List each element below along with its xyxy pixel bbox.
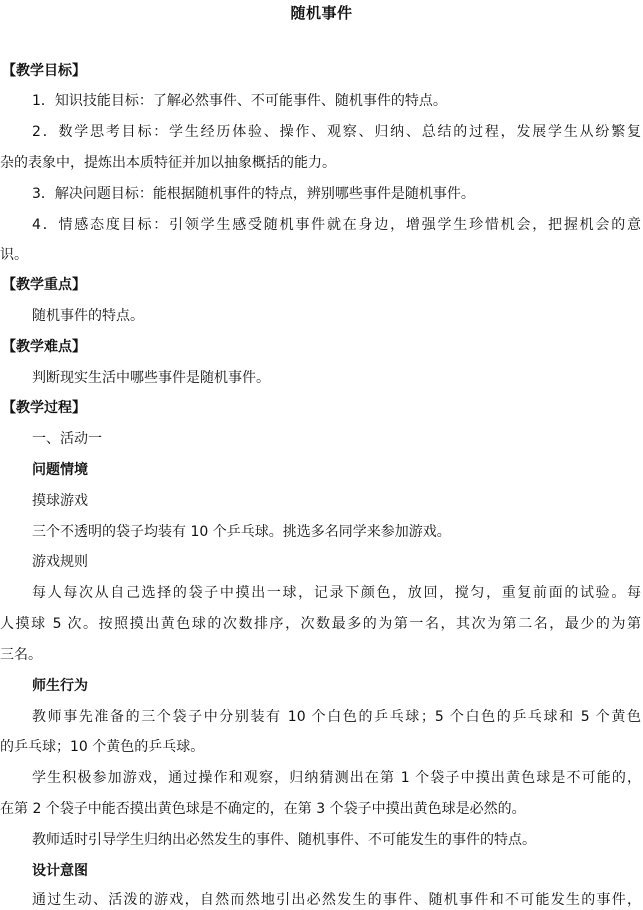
rules-line-1: 每人每次从自己选择的袋子中摸出一球，记录下颜色，放回，搅匀，重复前面的试验。每 xyxy=(32,585,641,601)
behavior-3: 教师适时引导学生归纳出必然发生的事件、随机事件、不可能发生的事件的特点。 xyxy=(32,832,536,848)
objective-4-line-2: 识。 xyxy=(0,247,28,263)
game-description: 三个不透明的袋子均装有 10 个乒乓球。挑选多名同学来参加游戏。 xyxy=(32,524,451,540)
document-title: 随机事件 xyxy=(290,4,353,22)
problem-situation-heading: 问题情境 xyxy=(32,462,88,478)
game-name: 摸球游戏 xyxy=(32,493,88,509)
design-heading: 设计意图 xyxy=(32,863,88,879)
objective-2-line-1: 2．数学思考目标：学生经历体验、操作、观察、归纳、总结的过程，发展学生从纷繁复 xyxy=(32,124,641,140)
key-point-text: 随机事件的特点。 xyxy=(32,308,144,324)
rules-line-3: 三名。 xyxy=(0,647,42,663)
rules-heading: 游戏规则 xyxy=(32,554,88,570)
objective-2-line-2: 杂的表象中，提炼出本质特征并加以抽象概括的能力。 xyxy=(0,155,336,171)
behavior-1-line-2: 的乒乓球；10 个黄色的乒乓球。 xyxy=(0,739,205,755)
behavior-2-line-2: 在第 2 个袋子中能否摸出黄色球是不确定的，在第 3 个袋子中摸出黄色球是必然的。 xyxy=(0,801,526,817)
design-line-1: 通过生动、活泼的游戏，自然而然地引出必然发生的事件、随机事件和不可能发生的事件， xyxy=(32,892,641,908)
process-heading: 【教学过程】 xyxy=(2,400,86,416)
objective-1: 1．知识技能目标：了解必然事件、不可能事件、随机事件的特点。 xyxy=(32,93,447,109)
behavior-2-line-1: 学生积极参加游戏，通过操作和观察，归纳猜测出在第 1 个袋子中摸出黄色球是不可能的， xyxy=(32,770,641,786)
key-point-heading: 【教学重点】 xyxy=(2,277,86,293)
behavior-1-line-1: 教师事先准备的三个袋子中分别装有 10 个白色的乒乓球；5 个白色的乒乓球和 5 个黄色 xyxy=(32,709,641,725)
rules-line-2: 人摸球 5 次。按照摸出黄色球的次数排序，次数最多的为第一名，其次为第二名，最少的为第 xyxy=(0,616,641,632)
difficulty-text: 判断现实生活中哪些事件是随机事件。 xyxy=(32,370,270,386)
difficulty-heading: 【教学难点】 xyxy=(2,339,86,355)
behavior-heading: 师生行为 xyxy=(32,678,88,694)
objective-3: 3．解决问题目标：能根据随机事件的特点，辨别哪些事件是随机事件。 xyxy=(32,186,475,202)
activity-1: 一、活动一 xyxy=(32,431,102,447)
objectives-heading: 【教学目标】 xyxy=(2,63,86,79)
objective-4-line-1: 4．情感态度目标：引领学生感受随机事件就在身边，增强学生珍惜机会，把握机会的意 xyxy=(32,217,641,233)
